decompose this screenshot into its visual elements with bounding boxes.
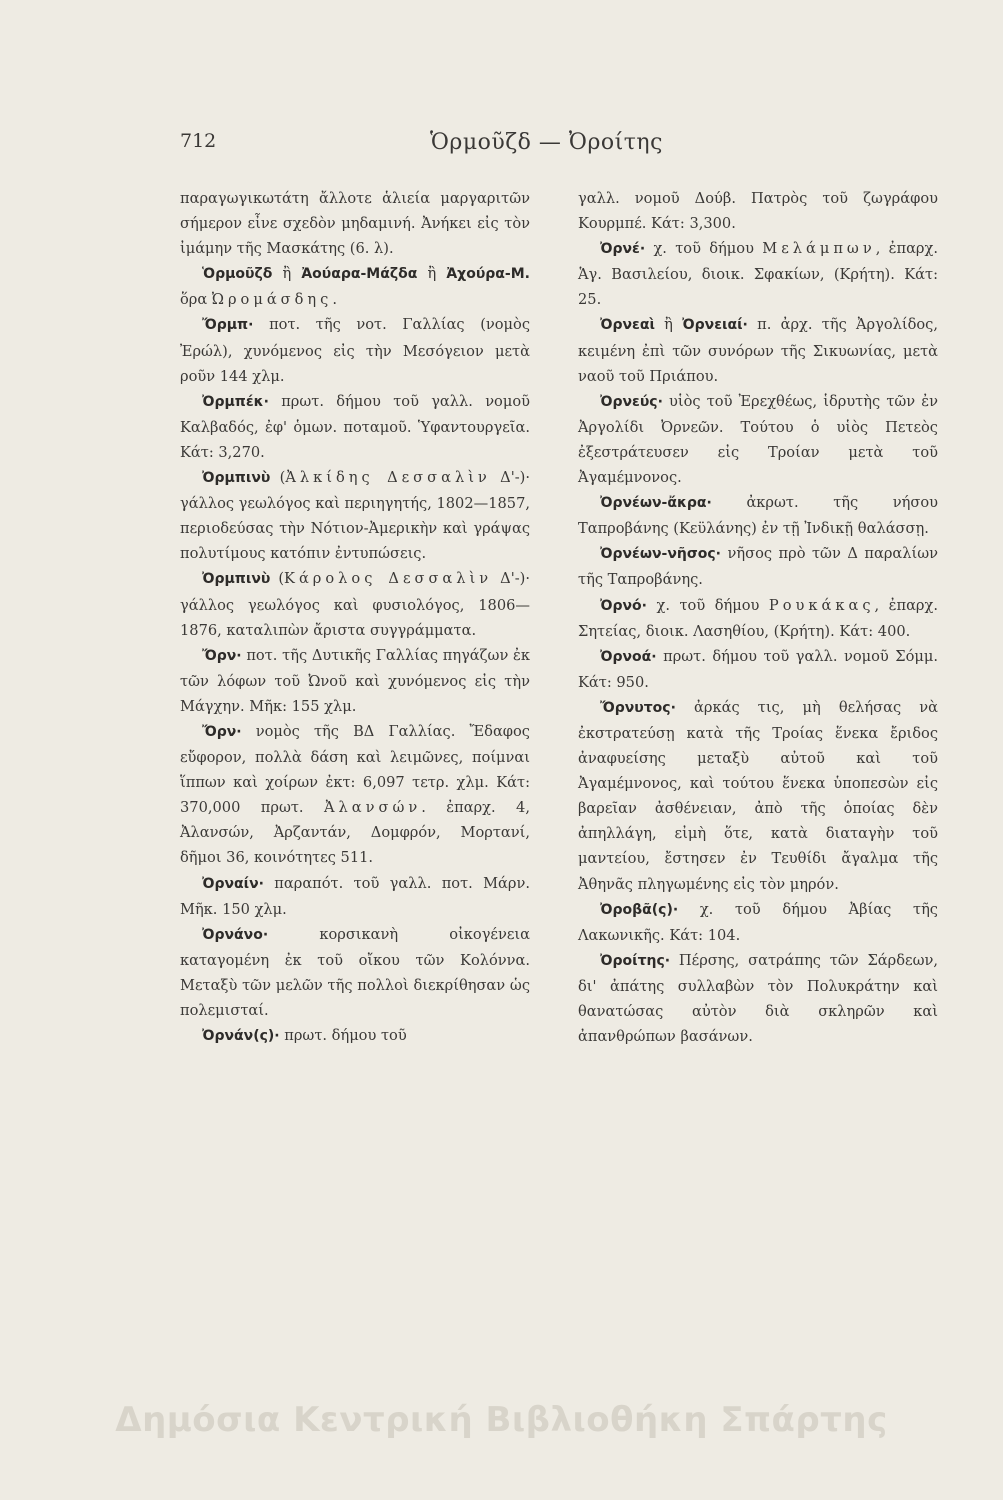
entry-text: χ. τοῦ δήμου <box>645 240 763 258</box>
dictionary-entry <box>578 948 938 1049</box>
dictionary-entry <box>578 236 938 312</box>
dictionary-entry <box>180 871 530 922</box>
entry-text: ποτ. τῆς νοτ. Γαλλίας (νομὸς Ἐρώλ), χυνόμενος εἰς τὴν Μεσόγειον μετὰ ροῦν 144 χλμ. <box>180 316 530 385</box>
entry-headword: Ὁρμοῦζδ <box>202 266 273 283</box>
entry-text: χ. τοῦ δήμου Ἀβίας τῆς Λακωνικῆς. Κάτ: 104. <box>578 900 938 944</box>
running-head: Ὁρμοῦζδ — Ὀροίτης <box>430 130 663 155</box>
dictionary-entry <box>180 1023 530 1049</box>
dictionary-entry <box>180 312 530 388</box>
entry-headword: Ὀρναίν· <box>202 875 264 892</box>
entry-text: . ἐπαρχ. 4, Ἀλανσών, Ἀρζαντάν, Δομφρόν, Μορτανί, δῆμοι 36, κοινότητες 511. <box>180 799 530 867</box>
entry-spaced-name: Κάρολος Δεσσαλὶν <box>284 570 493 588</box>
entry-headword: Ὀρνό· <box>600 597 647 614</box>
entry-headword: Ὀρμπινὺ <box>202 571 271 588</box>
entry-text: γαλλ. νομοῦ Δούβ. Πατρὸς τοῦ ζωγράφου Κουρμπέ. Κάτ: 3,300. <box>578 190 938 233</box>
entry-text: ἀρκάς τις, μὴ θελήσας νὰ ἐκστρατεύσῃ κατὰ τῆς Τροίας ἕνεκα ἔριδος ἀναφυείσης μεταξὺ αὐτοῦ καὶ τοῦ Ἀγαμέμνονος, καὶ τούτου ἕνεκα ὑποπεσὼν εἰς βαρεῖαν ἀσθένειαν, ἀπὸ τῆς ὁποίας δὲν ἀπηλλάγη, εἰμὴ ὅτε, κατὰ διαταγὴν τοῦ μαντείου, ἔστησεν ἐν Τευθίδι ἄγαλμα τῆς Ἀθηνᾶς πληγωμένης εἰς τὸν μηρόν. <box>578 698 938 893</box>
dictionary-entry <box>180 389 530 465</box>
dictionary-entry <box>578 186 938 236</box>
entry-headword: Ὀροβᾶ(ς)· <box>600 901 679 918</box>
dictionary-entry <box>578 897 938 948</box>
entry-text: πρωτ. δήμου τοῦ <box>279 1027 407 1045</box>
dictionary-entry <box>578 695 938 897</box>
entry-text: πρωτ. δήμου τοῦ γαλλ. νομοῦ Σόμμ. Κάτ: 950. <box>578 647 938 691</box>
entry-headword: Ὀρνάν(ς)· <box>202 1028 280 1045</box>
dictionary-entry <box>578 593 938 644</box>
entry-headword: Ἀούαρα-Μάζδα <box>301 266 418 283</box>
entry-headword: Ὀρνέ· <box>600 241 646 258</box>
entry-spaced-name: Ὠρομάσδης <box>211 291 333 309</box>
dictionary-entry <box>180 261 530 312</box>
entry-headword: Ὀρνέων-ἄκρα· <box>600 495 712 512</box>
entry-text: παραπότ. τοῦ γαλλ. ποτ. Μάρν. Μῆκ. 150 χλμ. <box>180 874 530 918</box>
entry-headword: Ὄρν· <box>202 647 242 664</box>
entry-text: Πέρσης, σατράπης τῶν Σάρδεων, δι' ἀπάτης συλλαβὼν τὸν Πολυκράτην καὶ θανατώσας αὐτὸν διὰ σκληρῶν καὶ ἀπανθρώπων βασάνων. <box>578 951 938 1046</box>
left-column <box>180 186 530 1049</box>
entry-text: ἢ <box>272 265 302 283</box>
dictionary-entry <box>180 922 530 1023</box>
entry-text: ἀκρωτ. τῆς νήσου Ταπροβάνης (Κεϋλάνης) ἐν τῇ Ἰνδικῇ θαλάσσῃ. <box>578 494 938 538</box>
entry-text: ἢ <box>417 265 447 283</box>
entry-text: , ἐπαρχ. Ἁγ. Βασιλείου, διοικ. Σφακίων, (Κρήτη). Κάτ: 25. <box>578 240 938 309</box>
entry-spaced-name: Ἀλκίδης Δεσσαλὶν <box>285 469 491 487</box>
dictionary-entry <box>180 643 530 719</box>
entry-text: ἢ <box>654 316 683 334</box>
entry-text: π. ἀρχ. τῆς Ἀργολίδος, κειμένη ἐπὶ τῶν συνόρων τῆς Σικυωνίας, μετὰ ναοῦ τοῦ Πριάπου. <box>578 316 938 385</box>
entry-headword: Ὀρνεαὶ <box>600 317 655 334</box>
entry-text: ( <box>270 570 285 588</box>
entry-text: κορσικανὴ οἰκογένεια καταγομένη ἐκ τοῦ οἴκου τῶν Κολόννα. Μεταξὺ τῶν μελῶν τῆς πολλοὶ διεκρίθησαν ὡς πολεμισταί. <box>180 925 530 1019</box>
dictionary-entry <box>578 389 938 490</box>
entry-text: ποτ. τῆς Δυτικῆς Γαλλίας πηγάζων ἐκ τῶν λόφων τοῦ Ὠνοῦ καὶ χυνόμενος εἰς τὴν Μάγχην. Μῆκ: 155 χλμ. <box>180 646 530 715</box>
dictionary-entry <box>578 490 938 541</box>
entry-headword: Ὀρνάνο· <box>202 926 269 943</box>
entry-headword: Ὀρνεύς· <box>600 393 663 410</box>
dictionary-entry <box>578 541 938 592</box>
entry-text: υἱὸς τοῦ Ἐρεχθέως, ἱδρυτὴς τῶν ἐν Ἀργολίδι Ὀρνεῶν. Τούτου ὁ υἱὸς Πετεὸς ἐξεστράτευσεν εἰς Τροίαν μετὰ τοῦ Ἀγαμέμνονος. <box>578 392 938 487</box>
entry-spaced-name: Μελάμπων <box>762 240 876 258</box>
dictionary-entry <box>180 465 530 566</box>
entry-headword: Ὀροίτης· <box>600 952 671 969</box>
dictionary-entry <box>578 312 938 388</box>
dictionary-entry <box>180 566 530 642</box>
dictionary-entry <box>180 186 530 261</box>
entry-text: χ. τοῦ δήμου <box>646 596 769 614</box>
entry-headword: Ὀρμπινὺ <box>202 470 271 487</box>
right-column <box>578 186 938 1049</box>
entry-headword: Ὀρνοά· <box>600 648 657 665</box>
entry-spaced-name: Ἀλανσών <box>323 799 422 817</box>
entry-headword: Ὄρνυτος· <box>600 699 676 716</box>
entry-headword: Ὄρν· <box>202 723 242 740</box>
entry-headword: Ὀρνέων-νῆσος· <box>600 546 721 563</box>
entry-text: ὅρα <box>180 291 212 309</box>
entry-text: παραγωγικωτάτη ἄλλοτε ἁλιεία μαργαριτῶν σήμερον εἶνε σχεδὸν μηδαμινή. Ἀνήκει εἰς τὸν ἰμάμην τῆς Μασκάτης (6. λ). <box>180 190 530 258</box>
library-watermark: Δημόσια Κεντρική Βιβλιοθήκη Σπάρτης <box>115 1400 888 1440</box>
entry-spaced-name: Ρουκάκας <box>768 596 875 614</box>
entry-headword: Ἀχούρα-Μ. <box>446 266 530 283</box>
entry-text: , ἐπαρχ. Σητείας, διοικ. Λασηθίου, (Κρήτη). Κάτ: 400. <box>578 596 938 640</box>
page-number: 712 <box>180 130 217 152</box>
entry-text: ( <box>270 469 286 487</box>
entry-text: . <box>332 291 337 309</box>
entry-headword: Ὄρμπ· <box>202 317 254 334</box>
dictionary-entry <box>578 644 938 695</box>
entry-headword: Ὀρνειαί· <box>682 317 748 334</box>
dictionary-entry <box>180 719 530 871</box>
entry-text: Δ'-)· γάλλος γεωλόγος καὶ περιηγητής, 1802—1857, περιοδεύσας τὴν Νότιον-Ἀμερικὴν καὶ γράψας πολυτίμους κατόπιν ἐντυπώσεις. <box>180 469 530 563</box>
entry-text: νῆσος πρὸ τῶν Δ παραλίων τῆς Ταπροβάνης. <box>578 545 938 589</box>
entry-text: πρωτ. δήμου τοῦ γαλλ. νομοῦ Καλβαδός, ἐφ' ὁμων. ποταμοῦ. Ὑφαντουργεῖα. Κάτ: 3,270. <box>180 392 530 461</box>
entry-headword: Ὀρμπέκ· <box>202 393 269 410</box>
entry-text: νομὸς τῆς ΒΔ Γαλλίας. Ἔδαφος εὔφορον, πολλὰ δάση καὶ λειμῶνες, ποίμναι ἵππων καὶ χοίρων ἐκτ: 6,097 τετρ. χλμ. Κάτ: 370,000 πρωτ. <box>180 722 530 817</box>
entry-text: Δ'-)· γάλλος γεωλόγος καὶ φυσιολόγος, 1806—1876, καταλιπὼν ἄριστα συγγράμματα. <box>180 570 530 639</box>
